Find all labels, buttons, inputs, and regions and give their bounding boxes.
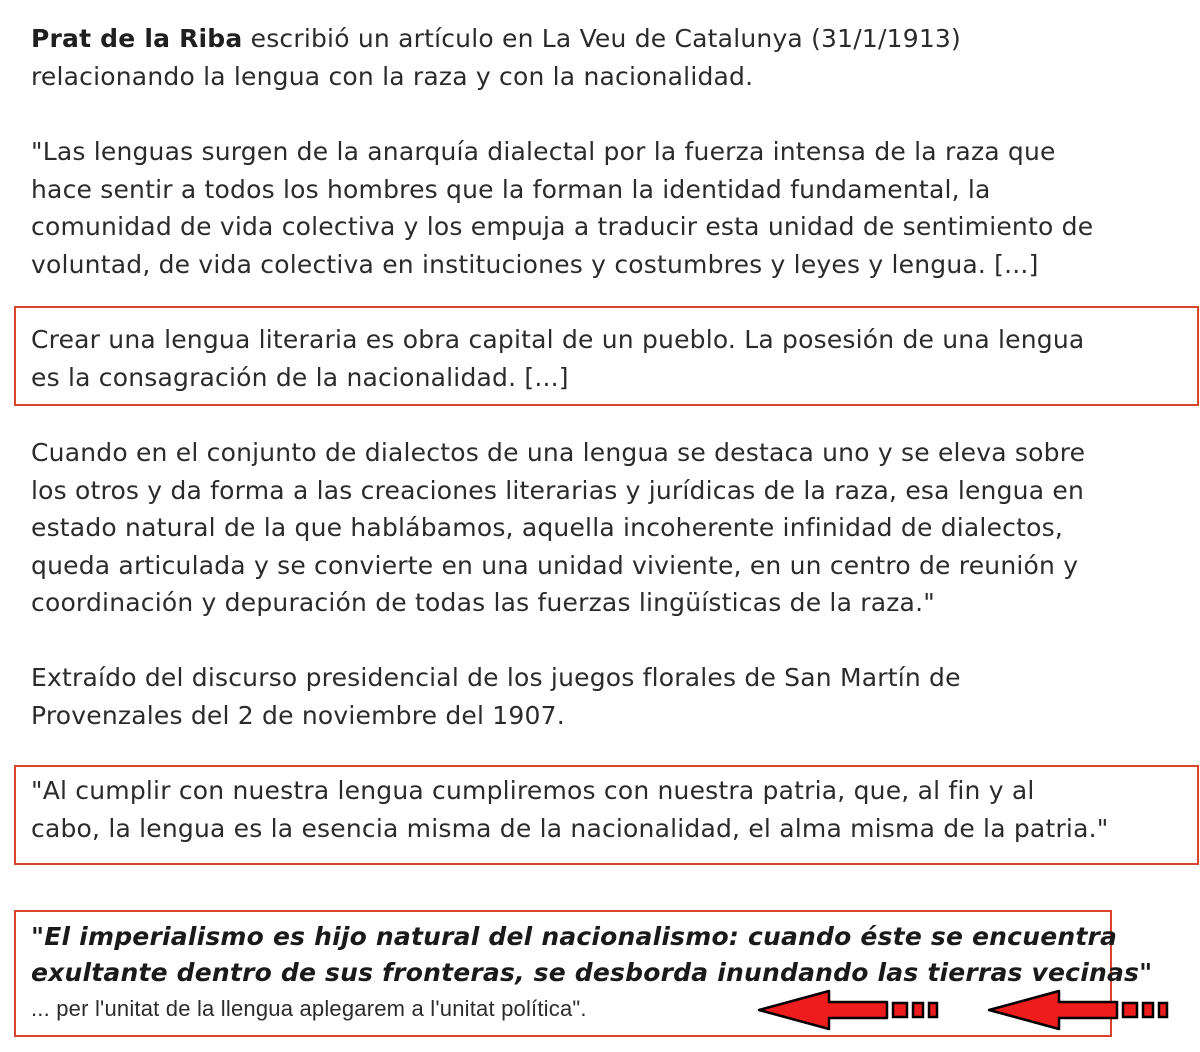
highlight1-line: es la consagración de la nacionalidad. [...] <box>31 362 569 392</box>
intro-line-1: Prat de la Riba escribió un artículo en La Veu de Catalunya (31/1/1913) <box>31 24 961 53</box>
quote1-line: hace sentir a todos los hombres que la forman la identidad fundamental, la <box>31 174 991 204</box>
quote2-line: queda articulada y se convierte en una unidad viviente, en un centro de reunión y <box>31 550 1079 580</box>
intro-line-2: relacionando la lengua con la raza y con la nacionalidad. <box>31 61 754 91</box>
red-arrow-icon <box>987 989 1172 1031</box>
quote-paragraph-1 <box>31 133 1093 283</box>
highlight1-line: Crear una lengua literaria es obra capital de un pueblo. La posesión de una lengua <box>31 325 1085 354</box>
quote2-line: Cuando en el conjunto de dialectos de una lengua se destaca uno y se eleva sobre <box>31 438 1086 467</box>
quote1-line: comunidad de vida colectiva y los empuja a traducir esta unidad de sentimiento de <box>31 212 1094 241</box>
imperialism-quote-line: "El imperialismo es hijo natural del nacionalismo: cuando éste se encuentra <box>31 922 1118 951</box>
quote2-line: los otros y da forma a las creaciones literarias y jurídicas de la raza, esa lengua en <box>31 475 1084 505</box>
catalan-quote: ... per l'unitat de la llengua aplegarem a l'unitat política". <box>31 996 587 1021</box>
quote2-line: estado natural de la que hablábamos, aquella incoherente infinidad de dialectos, <box>31 513 1063 542</box>
quote1-line: voluntad, de vida colectiva en instituciones y costumbres y leyes y lengua. [...] <box>31 249 1039 279</box>
highlight-paragraph-1 <box>31 321 1084 396</box>
quote2-line: coordinación y depuración de todas las fuerzas lingüísticas de la raza." <box>31 588 935 617</box>
highlight2-line: cabo, la lengua es la esencia misma de la nacionalidad, el alma misma de la patria." <box>31 813 1109 843</box>
highlight-paragraph-3 <box>31 919 1152 1027</box>
source-line: Provenzales del 2 de noviembre del 1907. <box>31 700 565 730</box>
imperialism-quote-line: exultante dentro de sus fronteras, se desborda inundando las tierras vecinas" <box>31 958 1153 987</box>
source-line: Extraído del discurso presidencial de los juegos florales de San Martín de <box>31 663 961 692</box>
quote-paragraph-2 <box>31 434 1085 622</box>
author-name: Prat de la Riba <box>31 24 243 53</box>
quote1-line: "Las lenguas surgen de la anarquía dialectal por la fuerza intensa de la raza que <box>31 137 1056 166</box>
intro-paragraph <box>31 20 961 95</box>
red-arrow-icon <box>757 989 942 1031</box>
source-paragraph <box>31 659 961 734</box>
highlight-paragraph-2 <box>31 772 1108 847</box>
highlight2-line: "Al cumplir con nuestra lengua cumpliremos con nuestra patria, que, al fin y al <box>31 776 1035 805</box>
